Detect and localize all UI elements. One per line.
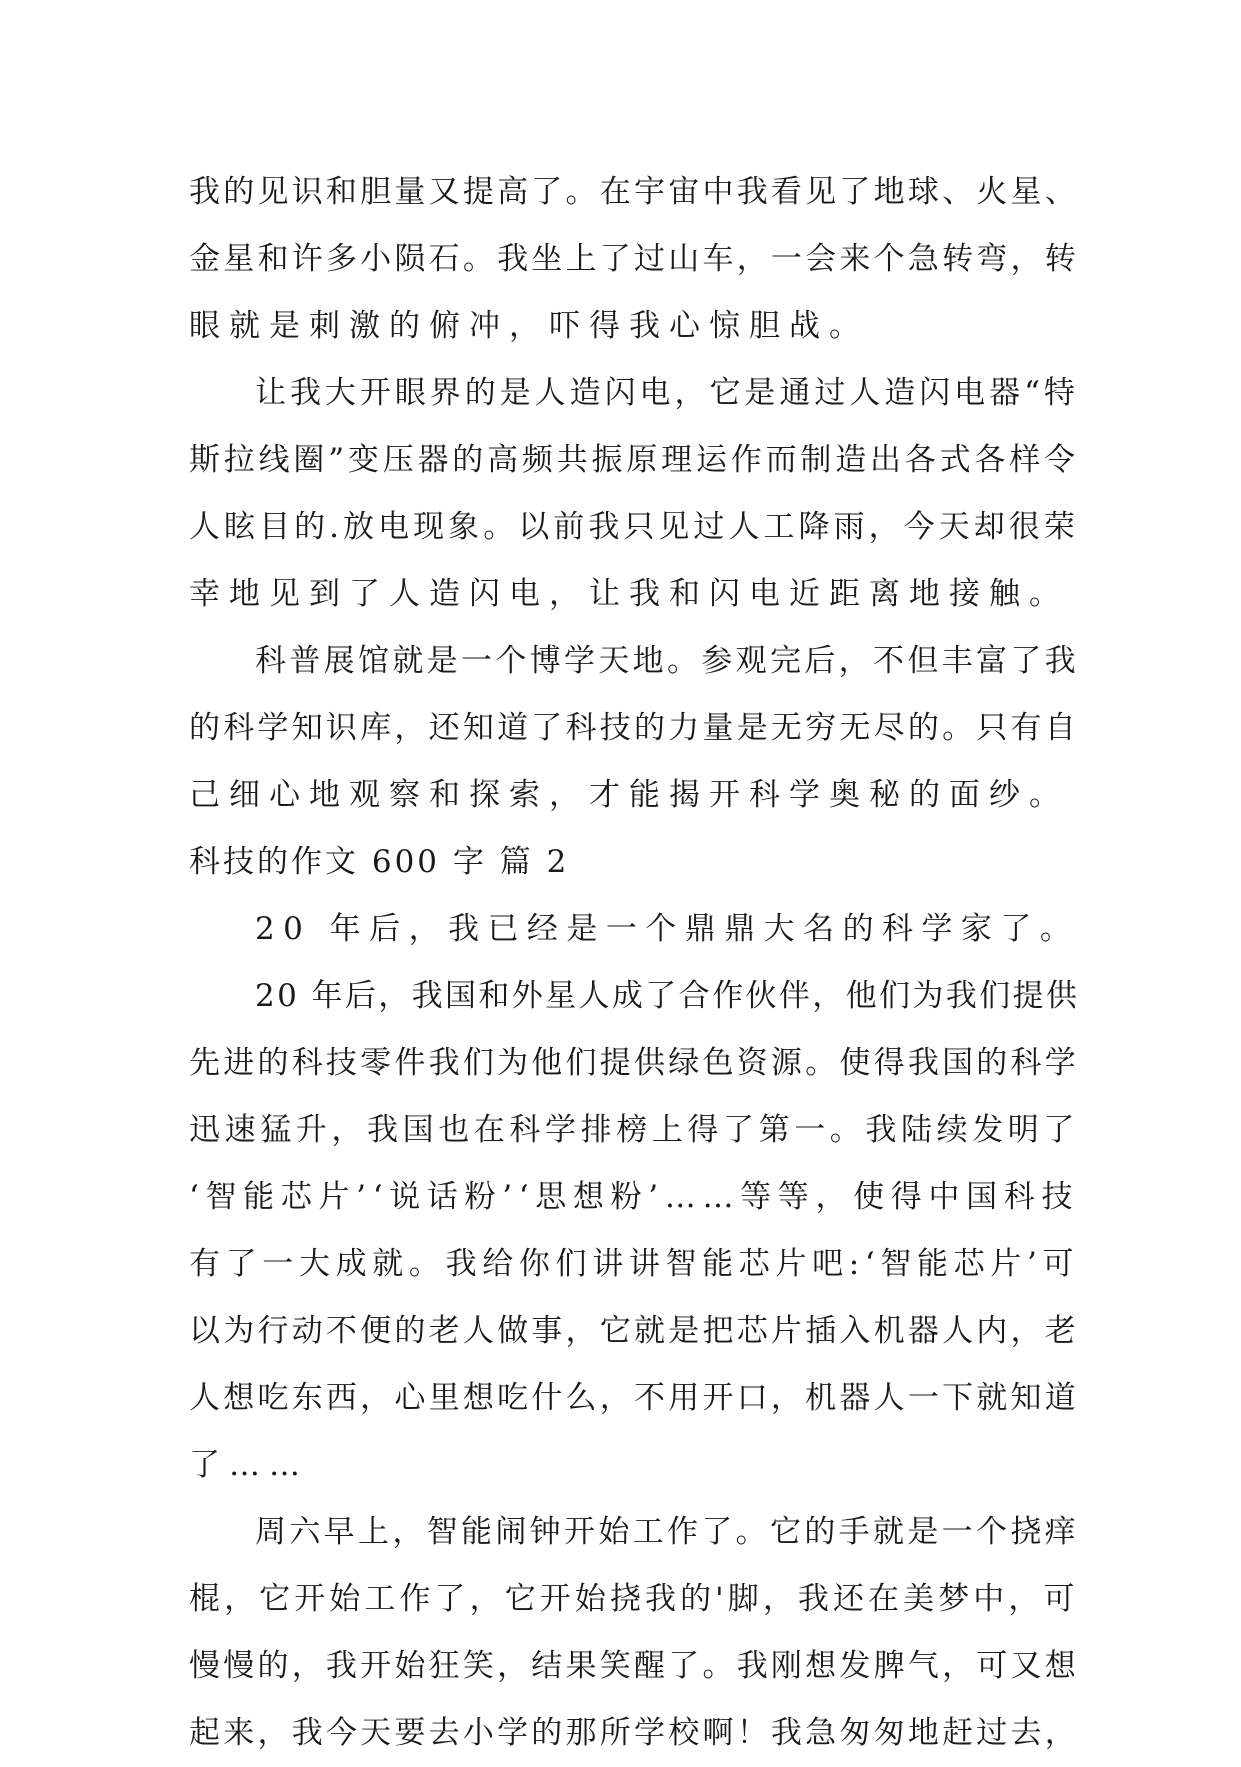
text-line: 起来，我今天要去小学的那所学校啊！我急匆匆地赶过去，	[189, 1715, 1079, 1751]
text-line: 先进的科技零件我们为他们提供绿色资源。使得我国的科学	[189, 1045, 1079, 1081]
text-line: 己细心地观察和探索，才能揭开科学奥秘的面纱。	[189, 777, 1069, 813]
text-line: 金星和许多小陨石。我坐上了过山车，一会来个急转弯，转	[189, 241, 1079, 277]
text-line: 人眩目的.放电现象。以前我只见过人工降雨，今天却很荣	[189, 509, 1079, 545]
text-line: 以为行动不便的老人做事，它就是把芯片插入机器人内，老	[189, 1313, 1079, 1349]
text-line: ‘智能芯片’‘说话粉’‘思想粉’……等等，使得中国科技	[189, 1179, 1080, 1215]
text-line: 了……	[189, 1447, 309, 1483]
text-line: 棍，它开始工作了，它开始挠我的'脚，我还在美梦中，可	[189, 1581, 1079, 1617]
text-line: 我的见识和胆量又提高了。在宇宙中我看见了地球、火星、	[189, 174, 1079, 210]
paragraph-first-line: 20 年后，我国和外星人成了合作伙伴，他们为我们提供	[255, 978, 1080, 1014]
paragraph-first-line: 让我大开眼界的是人造闪电，它是通过人造闪电器“特	[255, 375, 1079, 411]
document-page	[189, 159, 1079, 1767]
text-line: 眼就是刺激的俯冲，吓得我心惊胆战。	[189, 308, 869, 344]
text-line: 有了一大成就。我给你们讲讲智能芯片吧:‘智能芯片’可	[189, 1246, 1080, 1282]
paragraph-first-line: 周六早上，智能闹钟开始工作了。它的手就是一个挠痒	[255, 1514, 1079, 1550]
paragraph-first-line: 科普展馆就是一个博学天地。参观完后，不但丰富了我	[255, 643, 1079, 679]
text-line: 幸地见到了人造闪电，让我和闪电近距离地接触。	[189, 576, 1069, 612]
text-line: 迅速猛升，我国也在科学排榜上得了第一。我陆续发明了	[189, 1112, 1079, 1148]
paragraph-first-line: 20 年后，我已经是一个鼎鼎大名的科学家了。	[255, 911, 1080, 947]
text-line: 的科学知识库，还知道了科技的力量是无穷无尽的。只有自	[189, 710, 1079, 746]
section-heading: 科技的作文 600 字 篇 2	[189, 844, 570, 880]
text-line: 人想吃东西，心里想吃什么，不用开口，机器人一下就知道	[189, 1380, 1079, 1416]
text-line: 慢慢的，我开始狂笑，结果笑醒了。我刚想发脾气，可又想	[189, 1648, 1079, 1684]
text-line: 斯拉线圈”变压器的高频共振原理运作而制造出各式各样令	[189, 442, 1079, 478]
